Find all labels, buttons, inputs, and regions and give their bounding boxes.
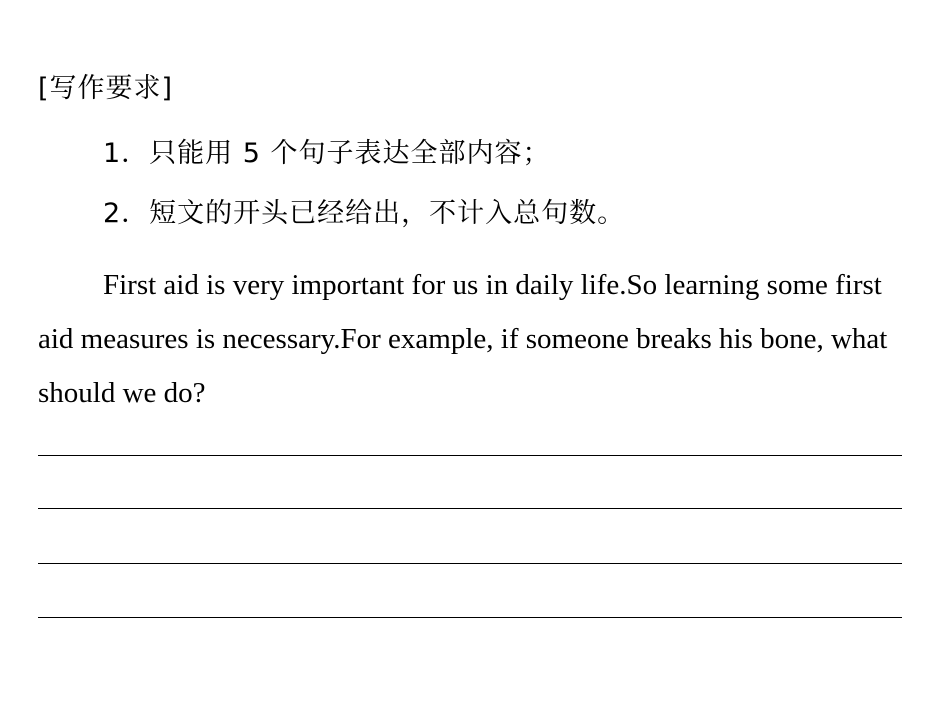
requirement-item-1: 1．只能用 5 个句子表达全部内容； xyxy=(103,138,551,169)
answer-line-4[interactable] xyxy=(38,617,902,618)
passage-opening: First aid is very important for us in daily life.So learning some first aid measures is necessary.For example, if someone breaks his bone, what should we do? xyxy=(38,269,888,409)
section-heading: [写作要求] xyxy=(38,73,174,104)
answer-line-2[interactable] xyxy=(38,508,902,509)
answer-line-3[interactable] xyxy=(38,563,902,564)
answer-line-1[interactable] xyxy=(38,455,902,456)
requirement-item-2: 2．短文的开头已经给出，不计入总句数。 xyxy=(103,198,626,229)
